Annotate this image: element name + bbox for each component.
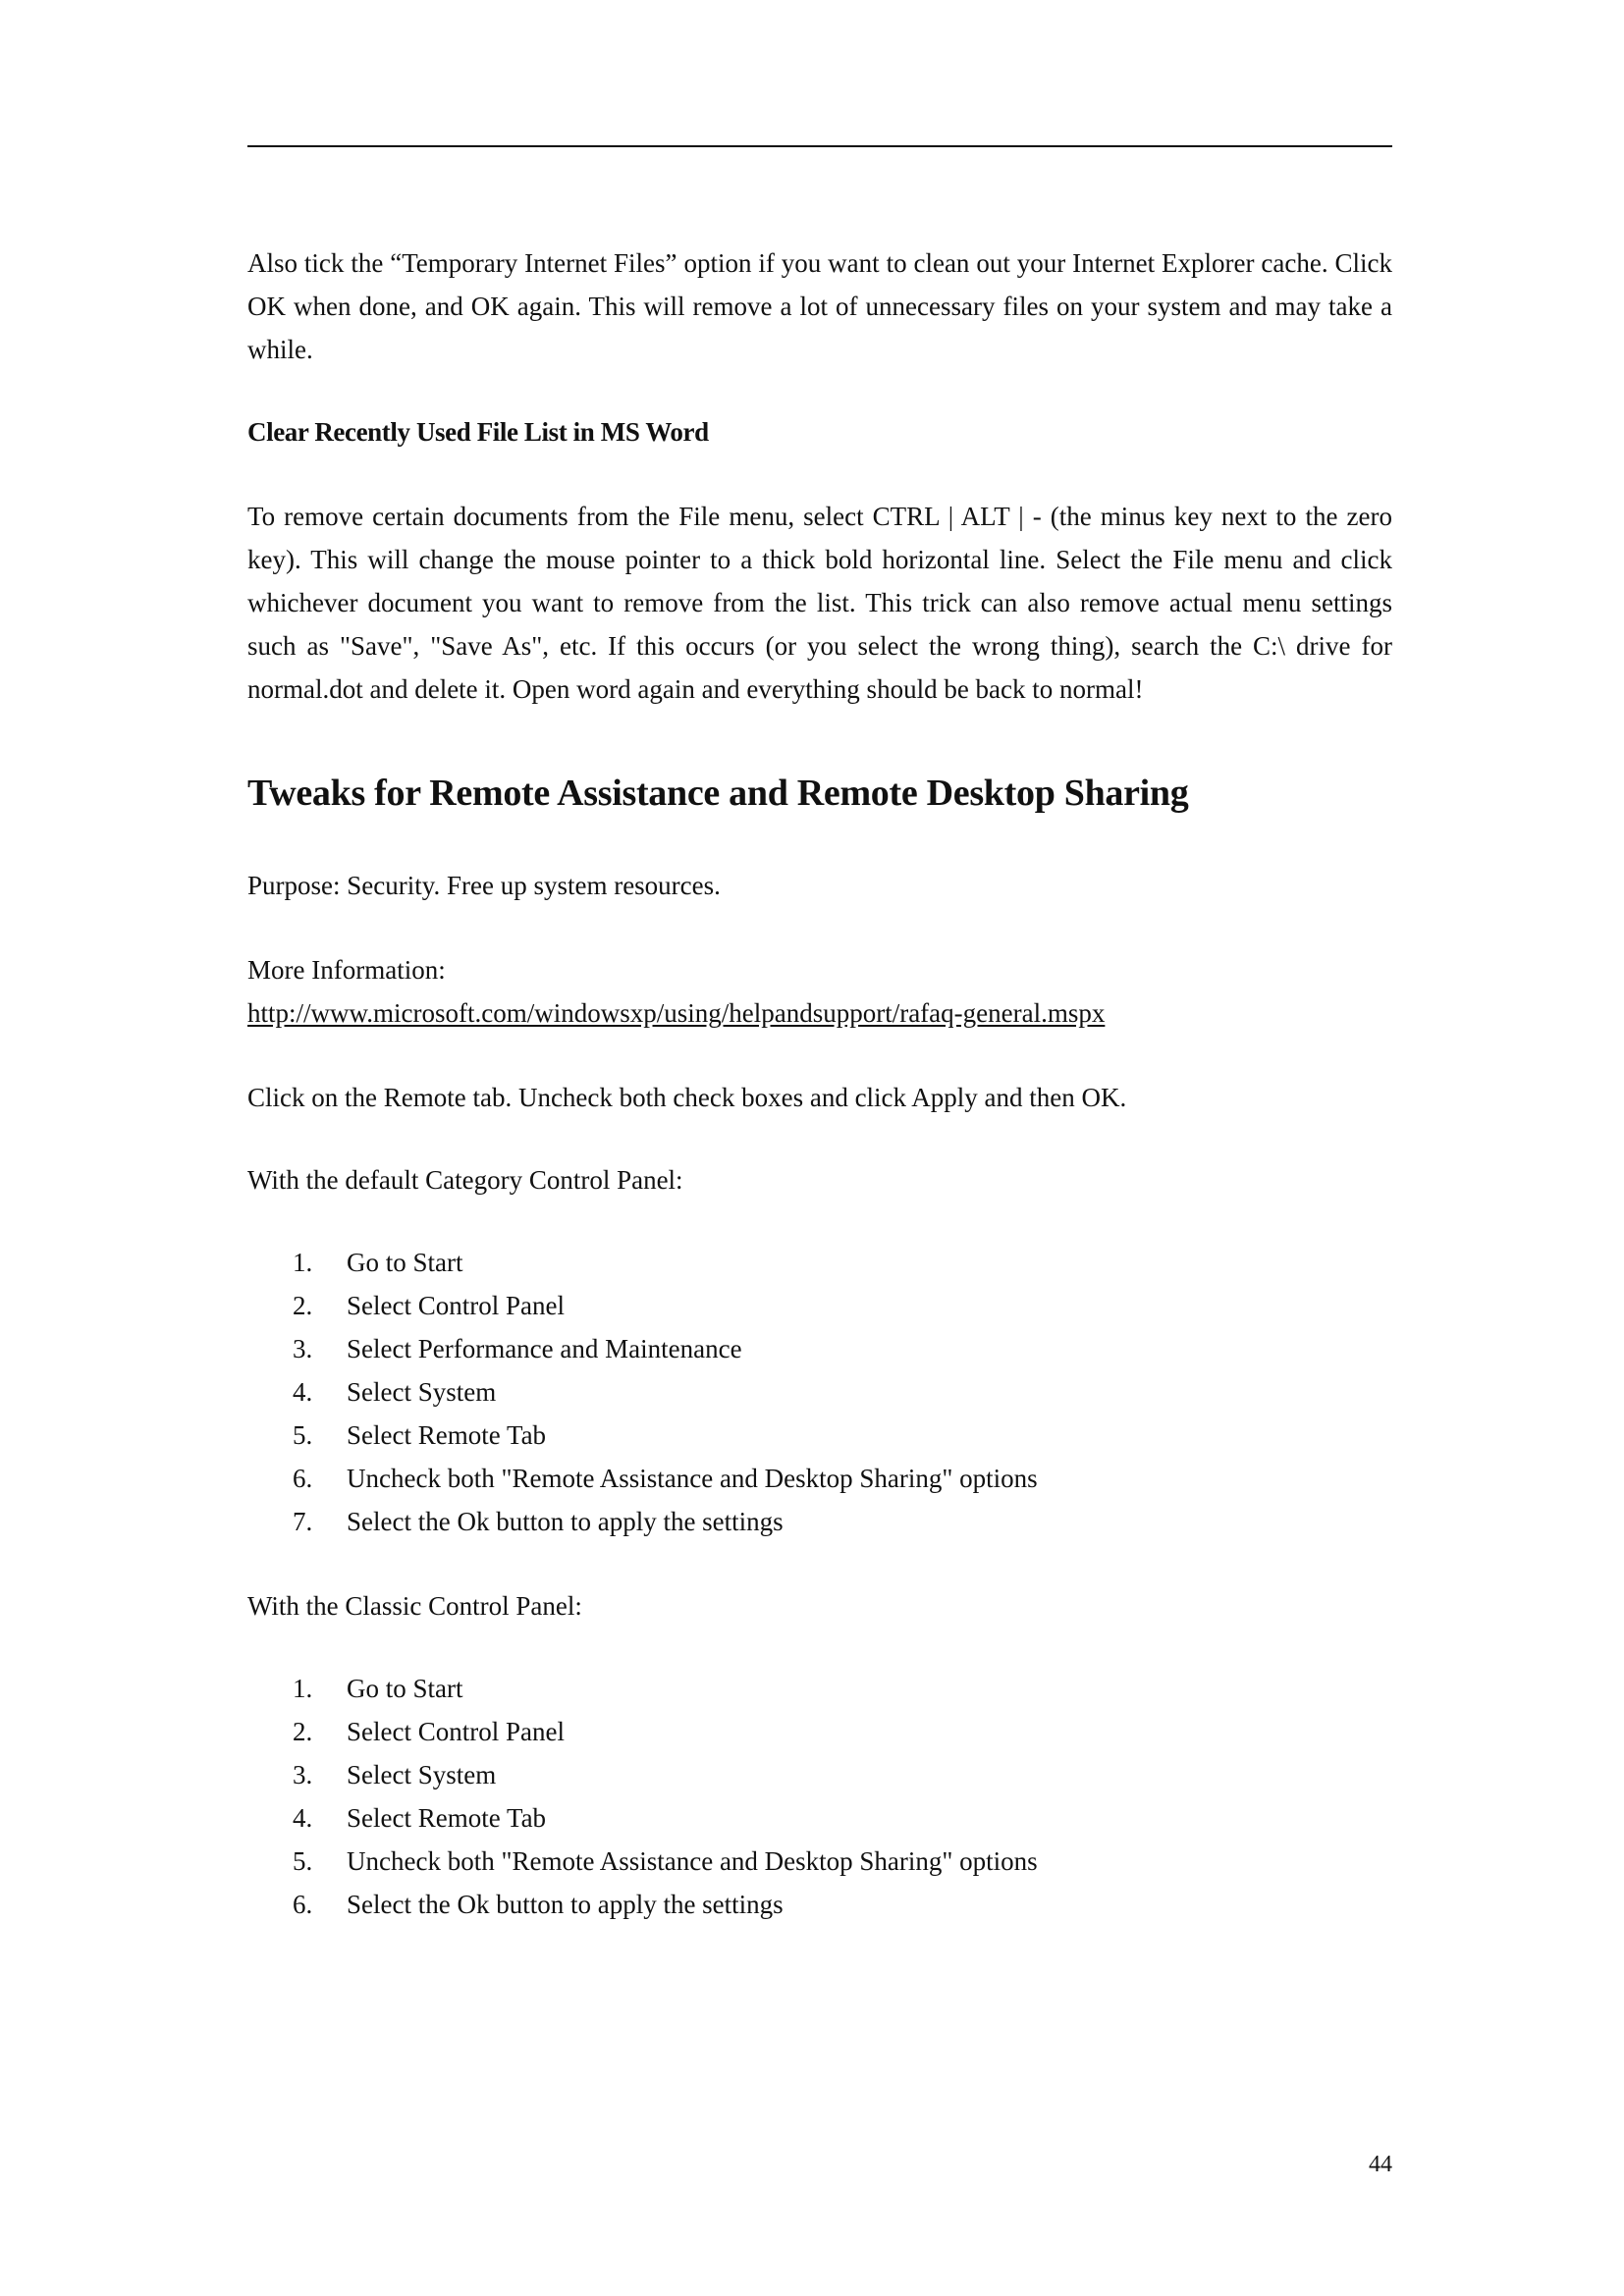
list-item-number: 4. bbox=[293, 1803, 313, 1833]
word-section-paragraph: To remove certain documents from the File menu, select CTRL | ALT | - (the minus key next to the zero key). This will change the mouse pointer to a thick bold horizontal line. Select the File menu and click whichever document you want to remove from the list. This trick can also remove actual menu settings such as "Save", "Save As", etc. If this occurs (or you select the wrong thing), search the C:\ drive for normal.dot and delete it. Open word again and everything should be back to normal! bbox=[247, 502, 1392, 704]
list-item-text: Select System bbox=[347, 1377, 497, 1407]
list-item-text: Select Remote Tab bbox=[347, 1803, 547, 1833]
classic-step-item bbox=[247, 1667, 1392, 1710]
document-page bbox=[247, 0, 1392, 2296]
page-number: 44 bbox=[1369, 2152, 1392, 2177]
classic-step-item bbox=[247, 1883, 1392, 1926]
word-section-title: Clear Recently Used File List in MS Word bbox=[247, 417, 709, 447]
list-item-text: Select Control Panel bbox=[347, 1717, 565, 1746]
list-item-text: Select Remote Tab bbox=[347, 1420, 547, 1450]
list-item-text: Select the Ok button to apply the settings bbox=[347, 1890, 784, 1919]
category-intro: With the default Category Control Panel: bbox=[247, 1165, 683, 1195]
classic-step-item bbox=[247, 1753, 1392, 1796]
classic-steps-list bbox=[247, 1667, 1392, 1926]
more-info-row bbox=[247, 991, 1392, 1035]
category-step-item bbox=[247, 1500, 1392, 1543]
page-content bbox=[247, 241, 1392, 1926]
list-item-number: 5. bbox=[293, 1420, 313, 1450]
remote-section-title: Tweaks for Remote Assistance and Remote Desktop Sharing bbox=[247, 773, 1189, 814]
list-item-number: 7. bbox=[293, 1507, 313, 1536]
more-info-label: More Information: bbox=[247, 955, 446, 985]
list-item-text: Go to Start bbox=[347, 1248, 463, 1277]
header-rule bbox=[247, 145, 1392, 147]
classic-step-item bbox=[247, 1840, 1392, 1883]
list-item-number: 6. bbox=[293, 1464, 313, 1493]
list-item-text: Select Control Panel bbox=[347, 1291, 565, 1320]
category-step-item bbox=[247, 1457, 1392, 1500]
list-item-number: 2. bbox=[293, 1717, 313, 1746]
more-info-link[interactable]: http://www.microsoft.com/windowsxp/using/helpandsupport/rafaq-general.mspx bbox=[247, 998, 1106, 1028]
list-item-number: 5. bbox=[293, 1846, 313, 1876]
list-item-text: Uncheck both "Remote Assistance and Desktop Sharing" options bbox=[347, 1464, 1038, 1493]
list-item-text: Select Performance and Maintenance bbox=[347, 1334, 742, 1363]
classic-step-item bbox=[247, 1796, 1392, 1840]
category-step-item bbox=[247, 1414, 1392, 1457]
list-item-number: 6. bbox=[293, 1890, 313, 1919]
list-item-text: Select System bbox=[347, 1760, 497, 1789]
list-item-number: 4. bbox=[293, 1377, 313, 1407]
list-item-text: Go to Start bbox=[347, 1674, 463, 1703]
classic-step-item bbox=[247, 1710, 1392, 1753]
list-item-number: 2. bbox=[293, 1291, 313, 1320]
classic-intro: With the Classic Control Panel: bbox=[247, 1591, 582, 1621]
list-item-number: 3. bbox=[293, 1334, 313, 1363]
category-step-item bbox=[247, 1327, 1392, 1370]
list-item-number: 1. bbox=[293, 1248, 313, 1277]
category-steps-list bbox=[247, 1241, 1392, 1543]
list-item-text: Uncheck both "Remote Assistance and Desktop Sharing" options bbox=[347, 1846, 1038, 1876]
remote-instruction: Click on the Remote tab. Uncheck both check boxes and click Apply and then OK. bbox=[247, 1083, 1127, 1112]
category-step-item bbox=[247, 1241, 1392, 1284]
category-step-item bbox=[247, 1284, 1392, 1327]
list-item-number: 1. bbox=[293, 1674, 313, 1703]
intro-paragraph: Also tick the “Temporary Internet Files” option if you want to clean out your Internet Explorer cache. Click OK when done, and OK again. This will remove a lot of unnecessary files on your system and may take a while. bbox=[247, 248, 1392, 364]
category-step-item bbox=[247, 1370, 1392, 1414]
list-item-number: 3. bbox=[293, 1760, 313, 1789]
purpose-text: Purpose: Security. Free up system resources. bbox=[247, 871, 721, 900]
list-item-text: Select the Ok button to apply the settings bbox=[347, 1507, 784, 1536]
